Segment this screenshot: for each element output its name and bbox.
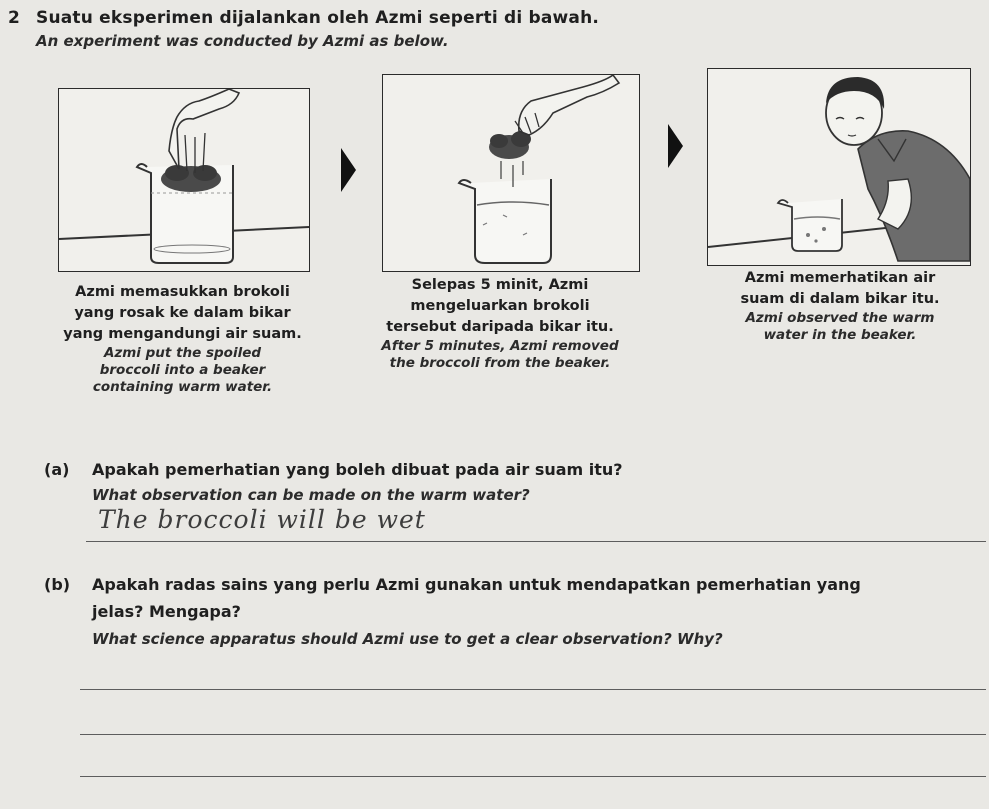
step1-illustration <box>58 88 310 272</box>
step1-caption-english-line3: containing warm water. <box>92 379 273 395</box>
answer-line[interactable] <box>80 776 986 777</box>
part-b-question-malay-line2: jelas? Mengapa? <box>92 602 241 621</box>
step3-caption-malay-line1: Azmi memerhatikan air <box>744 270 936 286</box>
answer-line[interactable] <box>80 734 986 735</box>
right-arrow-icon <box>341 148 356 192</box>
step1-caption-malay-line1: Azmi memasukkan brokoli <box>75 284 290 300</box>
step2-illustration <box>382 74 640 272</box>
step1-caption <box>40 282 325 396</box>
right-arrow-icon <box>668 124 683 168</box>
part-a-label: (a) <box>44 460 70 479</box>
question-number: 2 <box>8 8 20 28</box>
part-a-handwritten-answer: The broccoli will be wet <box>98 505 426 534</box>
step2-caption-malay-line3: tersebut daripada bikar itu. <box>386 319 614 335</box>
step3-caption-malay-line2: suam di dalam bikar itu. <box>740 291 940 307</box>
step3-caption <box>690 268 989 344</box>
step2-caption-malay-line1: Selepas 5 minit, Azmi <box>411 277 589 293</box>
step2-caption-english-line2: the broccoli from the beaker. <box>389 355 611 371</box>
part-a-question-malay: Apakah pemerhatian yang boleh dibuat pada air suam itu? <box>92 460 623 479</box>
part-a-question-english: What observation can be made on the warm water? <box>92 486 530 504</box>
answer-line[interactable] <box>86 541 986 542</box>
part-b-label: (b) <box>44 575 71 594</box>
question-title-malay: Suatu eksperimen dijalankan oleh Azmi seperti di bawah. <box>36 8 600 28</box>
step2-caption <box>340 275 660 372</box>
part-b-question-malay-line1: Apakah radas sains yang perlu Azmi gunakan untuk mendapatkan pemerhatian yang <box>92 575 861 594</box>
question-title-english: An experiment was conducted by Azmi as below. <box>36 32 449 50</box>
step3-illustration <box>707 68 971 266</box>
step1-caption-english-line1: Azmi put the spoiled <box>103 345 262 361</box>
answer-line[interactable] <box>80 689 986 690</box>
step1-caption-english-line2: broccoli into a beaker <box>99 362 266 378</box>
step1-caption-malay-line2: yang rosak ke dalam bikar <box>74 305 291 321</box>
part-b-question-english: What science apparatus should Azmi use to get a clear observation? Why? <box>92 630 723 648</box>
step2-caption-english-line1: After 5 minutes, Azmi removed <box>381 338 619 354</box>
step3-caption-english-line2: water in the beaker. <box>763 327 917 343</box>
step3-caption-english-line1: Azmi observed the warm <box>745 310 935 326</box>
step1-caption-malay-line3: yang mengandungi air suam. <box>63 326 302 342</box>
step2-caption-malay-line2: mengeluarkan brokoli <box>410 298 590 314</box>
